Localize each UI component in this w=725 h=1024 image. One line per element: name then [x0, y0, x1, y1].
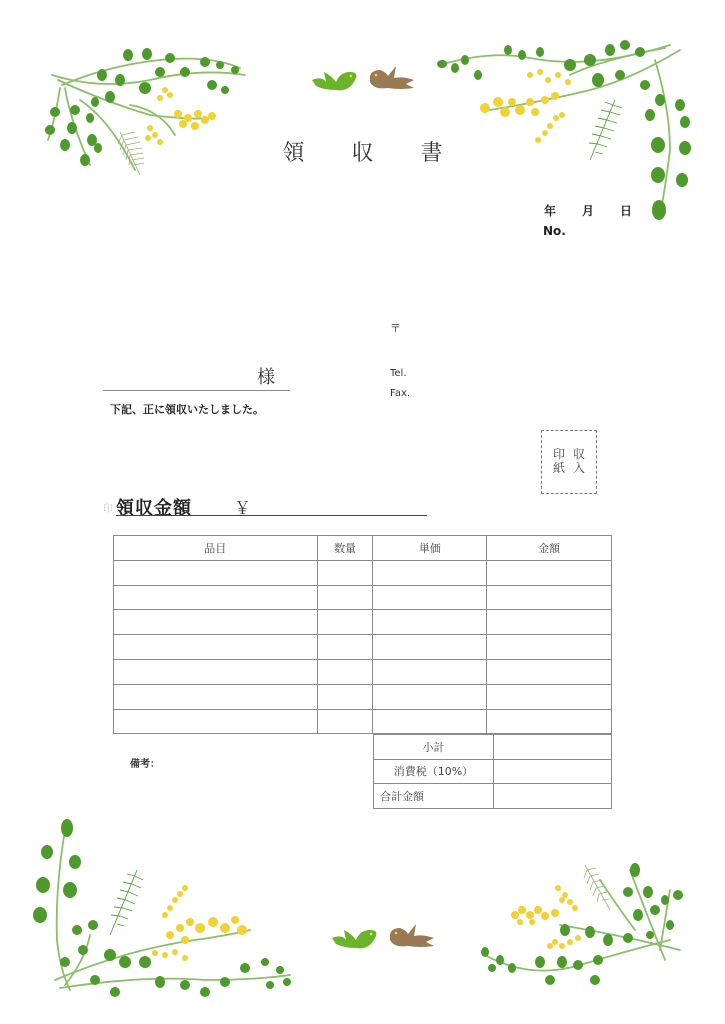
cell-amount[interactable]	[487, 659, 612, 684]
header-unit-price: 単価	[373, 536, 487, 561]
month-label: 月	[582, 204, 595, 218]
cell-item[interactable]	[114, 585, 318, 610]
revenue-stamp-left-column	[553, 447, 565, 475]
cell-unit-price[interactable]	[373, 659, 487, 684]
table-row	[114, 709, 612, 734]
subtotal-label: 小計	[374, 734, 494, 759]
tax-row	[374, 759, 612, 784]
subtotal-row	[374, 734, 612, 759]
addressee-honorific: 様	[257, 367, 275, 388]
table-row	[114, 610, 612, 635]
cell-unit-price[interactable]	[373, 635, 487, 660]
table-row	[114, 659, 612, 684]
stamp-char: 印	[553, 447, 566, 461]
cell-item[interactable]	[114, 684, 318, 709]
faint-seal-mark: 印	[103, 504, 113, 515]
header-quantity: 数量	[317, 536, 373, 561]
totals-table	[373, 733, 612, 809]
receipt-number-label: No.	[543, 224, 566, 238]
cell-quantity[interactable]	[317, 585, 373, 610]
total-label: 合計金額	[374, 784, 494, 809]
stamp-char: 収	[573, 447, 586, 461]
cell-quantity[interactable]	[317, 560, 373, 585]
cell-item[interactable]	[114, 610, 318, 635]
cell-quantity[interactable]	[317, 610, 373, 635]
received-amount-label: 領収金額	[116, 498, 192, 519]
cell-amount[interactable]	[487, 610, 612, 635]
birds-bottom-icon	[330, 920, 440, 954]
cell-amount[interactable]	[487, 585, 612, 610]
stamp-char: 紙	[553, 461, 566, 475]
subtotal-value[interactable]	[494, 734, 612, 759]
remarks-label: 備考：	[130, 759, 160, 770]
stamp-char: 入	[573, 461, 586, 475]
table-row	[114, 684, 612, 709]
cell-amount[interactable]	[487, 709, 612, 734]
items-table-header	[114, 536, 612, 561]
cell-quantity[interactable]	[317, 709, 373, 734]
header-amount: 金額	[487, 536, 612, 561]
cell-unit-price[interactable]	[373, 610, 487, 635]
total-row	[374, 784, 612, 809]
cell-unit-price[interactable]	[373, 585, 487, 610]
mimosa-branch-top-right-icon	[430, 30, 700, 230]
cell-amount[interactable]	[487, 635, 612, 660]
total-value[interactable]	[494, 784, 612, 809]
mimosa-branch-bottom-right-icon	[470, 850, 700, 1010]
mimosa-branch-bottom-left-icon	[25, 810, 305, 1010]
mimosa-branch-top-left-icon	[40, 40, 260, 190]
cell-item[interactable]	[114, 560, 318, 585]
cell-unit-price[interactable]	[373, 684, 487, 709]
revenue-stamp-box	[541, 430, 597, 494]
tax-value[interactable]	[494, 759, 612, 784]
issue-date	[544, 202, 632, 219]
items-table	[113, 535, 612, 734]
cell-item[interactable]	[114, 659, 318, 684]
yen-symbol: ￥	[234, 499, 251, 519]
tax-label: 消費税（10%）	[374, 759, 494, 784]
received-note: 下記、正に領収いたしました。	[110, 403, 264, 416]
cell-amount[interactable]	[487, 560, 612, 585]
cell-item[interactable]	[114, 709, 318, 734]
cell-item[interactable]	[114, 635, 318, 660]
revenue-stamp-right-column	[573, 447, 585, 475]
year-label: 年	[544, 204, 557, 218]
table-row	[114, 635, 612, 660]
document-title: 領 収 書	[282, 141, 463, 166]
postal-code-mark: 〒	[390, 322, 401, 335]
fax-label: Fax.	[390, 388, 411, 399]
tel-label: Tel.	[390, 368, 407, 379]
header-item: 品目	[114, 536, 318, 561]
cell-quantity[interactable]	[317, 684, 373, 709]
cell-quantity[interactable]	[317, 635, 373, 660]
cell-unit-price[interactable]	[373, 560, 487, 585]
cell-amount[interactable]	[487, 684, 612, 709]
table-row	[114, 560, 612, 585]
birds-top-icon	[310, 62, 420, 96]
table-row	[114, 585, 612, 610]
day-label: 日	[620, 204, 633, 218]
received-amount-underline	[116, 515, 427, 516]
cell-unit-price[interactable]	[373, 709, 487, 734]
addressee-underline	[103, 390, 290, 391]
cell-quantity[interactable]	[317, 659, 373, 684]
